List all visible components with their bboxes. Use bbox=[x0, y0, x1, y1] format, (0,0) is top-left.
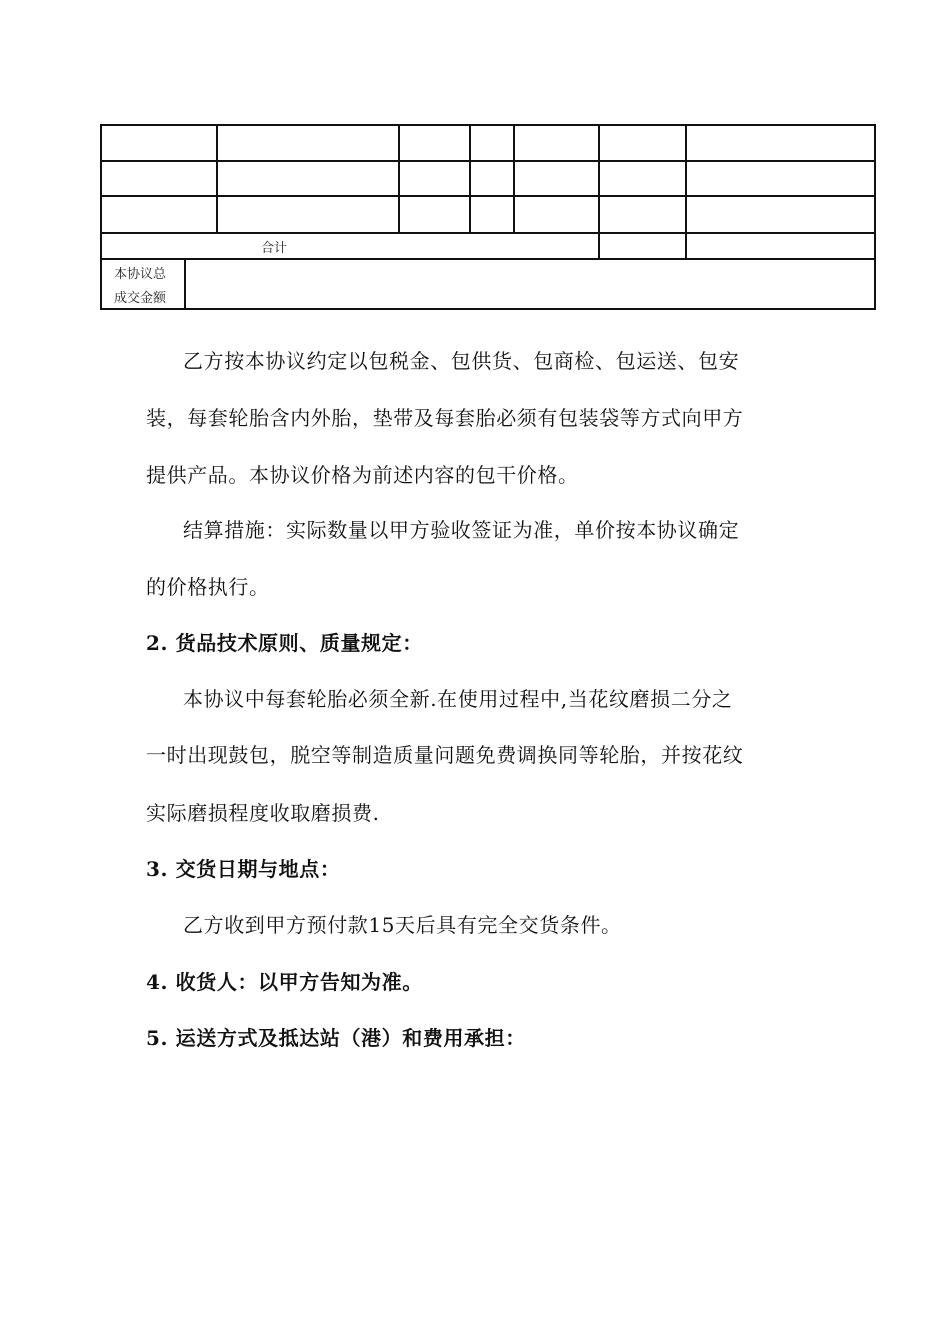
paragraph-line: 的价格执行。 bbox=[146, 575, 270, 599]
table-col-divider bbox=[398, 124, 400, 234]
table-row-divider bbox=[100, 258, 876, 260]
section-heading: 2. 货品技术原则、质量规定： bbox=[146, 631, 423, 655]
table-col-divider bbox=[513, 124, 515, 234]
total-label: 合计 bbox=[261, 241, 288, 256]
paragraph-line: 乙方收到甲方预付款15天后具有完全交货条件。 bbox=[183, 913, 622, 937]
goods-table bbox=[100, 124, 876, 310]
table-col-divider bbox=[598, 124, 600, 260]
paragraph-line: 实际磨损程度收取磨损费. bbox=[146, 801, 380, 825]
paragraph-line: 本协议中每套轮胎必须全新.在使用过程中,当花纹磨损二分之 bbox=[183, 687, 733, 711]
paragraph-line: 乙方按本协议约定以包税金、包供货、包商检、包运送、包安 bbox=[183, 349, 740, 373]
section-heading: 5. 运送方式及抵达站（港）和费用承担： bbox=[146, 1026, 526, 1050]
paragraph-line: 装，每套轮胎含内外胎，垫带及每套胎必须有包装袋等方式向甲方 bbox=[146, 406, 744, 430]
table-col-divider bbox=[216, 124, 218, 234]
total-amount-label-line2: 成交金额 bbox=[114, 291, 167, 306]
table-border-left bbox=[100, 124, 102, 310]
table-border-right bbox=[874, 124, 876, 310]
table-col-divider bbox=[184, 258, 186, 310]
section-heading: 3. 交货日期与地点： bbox=[146, 857, 341, 881]
table-col-divider bbox=[469, 124, 471, 234]
paragraph-line: 结算措施：实际数量以甲方验收签证为准，单价按本协议确定 bbox=[183, 518, 740, 542]
table-col-divider bbox=[685, 124, 687, 260]
paragraph-line: 提供产品。本协议价格为前述内容的包干价格。 bbox=[146, 463, 579, 487]
paragraph-line: 一时出现鼓包，脱空等制造质量问题免费调换同等轮胎，并按花纹 bbox=[146, 743, 744, 767]
total-amount-label-line1: 本协议总 bbox=[114, 267, 167, 282]
section-heading: 4. 收货人：以甲方告知为准。 bbox=[146, 970, 423, 994]
table-border-bottom bbox=[100, 308, 876, 310]
